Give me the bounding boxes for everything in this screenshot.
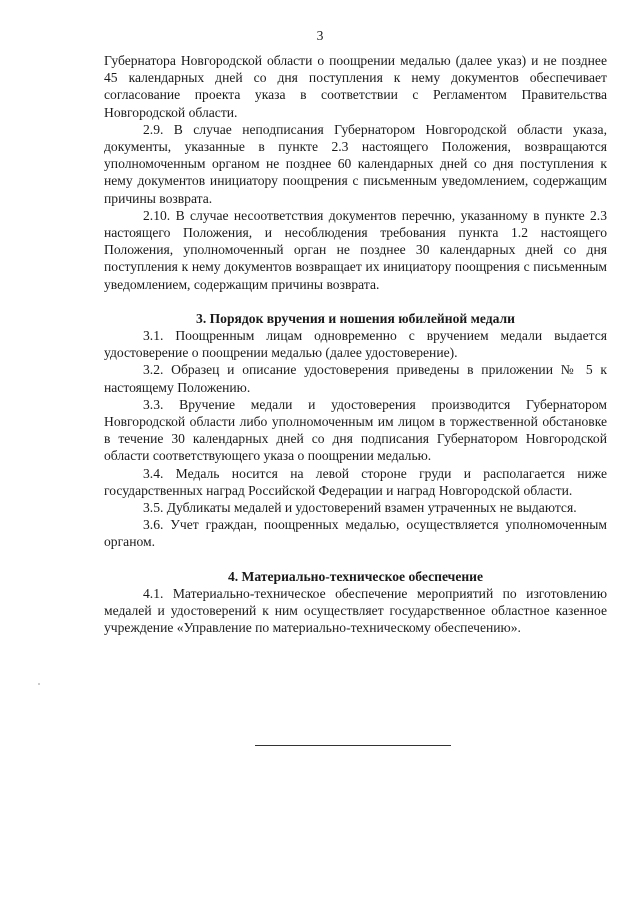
section-3-heading: 3. Порядок вручения и ношения юбилейной медали [196,310,515,326]
paragraph-3-3: 3.3. Вручение медали и удостоверения производится Губернатором Новгородской области либо уполномоченным им лицом в торжественной обстановке в течение 30 календарных дней со дня подписания Губернатором Новгородской области соответствующего указа о поощрении медалью. [104,396,607,464]
paragraph-3-2: 3.2. Образец и описание удостоверения приведены в приложении № 5 к настоящему Положению. [104,362,607,395]
section-4-heading: 4. Материально-техническое обеспечение [227,568,484,584]
paragraph-3-4: 3.4. Медаль носится на левой стороне груди и располагается ниже государственных наград Российской Федерации и наград Новгородской области. [104,465,607,498]
paragraph-3-6: 3.6. Учет граждан, поощренных медалью, осуществляется уполномоченным органом. [104,517,607,550]
page-number: 3 [316,28,324,43]
spacer [104,551,607,568]
paragraph-2-9: 2.9. В случае неподписания Губернатором Новгородской области указа, документы, указанные в пункте 2.3 настоящего Положения, возвращаются уполномоченным органом не позднее 60 календарных дней со дня поступления к нему документов инициатору поощрения с письменным уведомлением, содержащим причины возврата. [104,121,607,206]
paragraph-3-1: 3.1. Поощренным лицам одновременно с вручением медали выдается удостоверение о поощрении медалью (далее удостоверение). [104,328,607,361]
scan-speck [38,683,40,685]
paragraph-2-10: 2.10. В случае несоответствия документов перечню, указанному в пункте 2.3 настоящего Положения, и несоблюдения требования пункта 1.2 настоящего Положения, уполномоченный орган не позднее 30 календарных дней со дня поступления к нему документов возвращает их инициатору поощрения с письменным уведомлением, содержащим причины возврата. [104,207,607,292]
paragraph-3-5: 3.5. Дубликаты медалей и удостоверений взамен утраченных не выдаются. [143,500,577,516]
paragraph-4-1: 4.1. Материально-техническое обеспечение мероприятий по изготовлению медалей и удостоверений к ним осуществляет государственное областное казенное учреждение «Управление по материально-техническому обеспечению». [104,585,607,636]
document-body [104,52,607,637]
paragraph-continuation: Губернатора Новгородской области о поощрении медалью (далее указ) и не позднее 45 календарных дней со дня поступления к нему документов обеспечивает согласование проекта указа в соответствии с Регламентом Правительства Новгородской области. [104,53,607,120]
end-of-document-rule [255,745,451,746]
spacer [104,293,607,310]
